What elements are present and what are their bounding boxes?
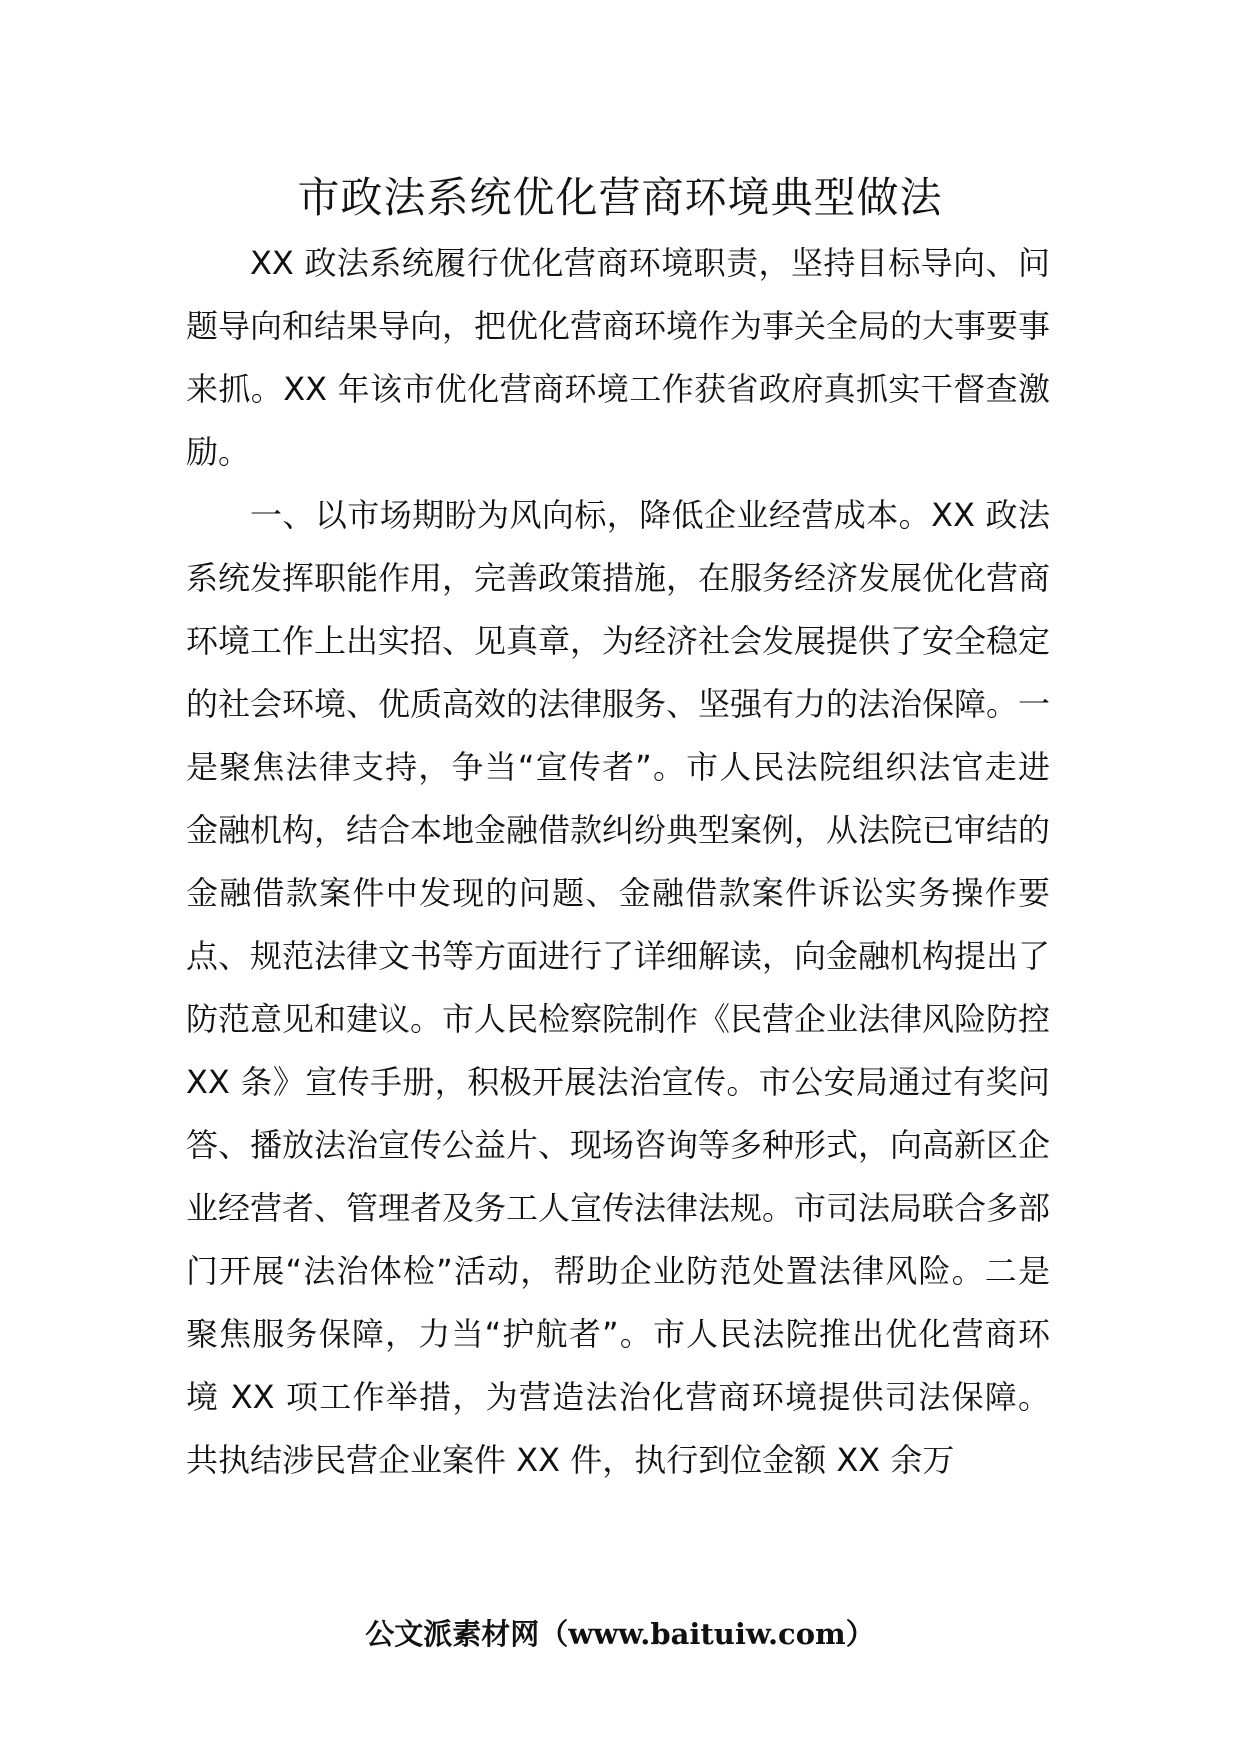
document-body: [186, 232, 1050, 1492]
paragraph-section-one: 一、以市场期盼为风向标，降低企业经营成本。XX 政法系统发挥职能作用，完善政策措施，在服务经济发展优化营商环境工作上出实招、见真章，为经济社会发展提供了安全稳定的社会环境、优质高效的法律服务、坚强有力的法治保障。一是聚焦法律支持，争当“宣传者”。市人民法院组织法官走进金融机构，结合本地金融借款纠纷典型案例，从法院已审结的金融借款案件中发现的问题、金融借款案件诉讼实务操作要点、规范法律文书等方面进行了详细解读，向金融机构提出了防范意见和建议。市人民检察院制作《民营企业法律风险防控 XX 条》宣传手册，积极开展法治宣传。市公安局通过有奖问答、播放法治宣传公益片、现场咨询等多种形式，向高新区企业经营者、管理者及务工人宣传法律法规。市司法局联合多部门开展“法治体检”活动，帮助企业防范处置法律风险。二是聚焦服务保障，力当“护航者”。市人民法院推出优化营商环境 XX 项工作举措，为营造法治化营商环境提供司法保障。共执结涉民营企业案件 XX 件，执行到位金额 XX 余万: [186, 496, 1051, 1479]
footer-watermark: 公文派素材网（www.baituiw.com）: [365, 1617, 875, 1651]
document-title: 市政法系统优化营商环境典型做法: [297, 173, 943, 222]
paragraph-intro: XX 政法系统履行优化营商环境职责，坚持目标导向、问题导向和结果导向，把优化营商环境作为事关全局的大事要事来抓。XX 年该市优化营商环境工作获省政府真抓实干督查激励。: [186, 244, 1051, 471]
